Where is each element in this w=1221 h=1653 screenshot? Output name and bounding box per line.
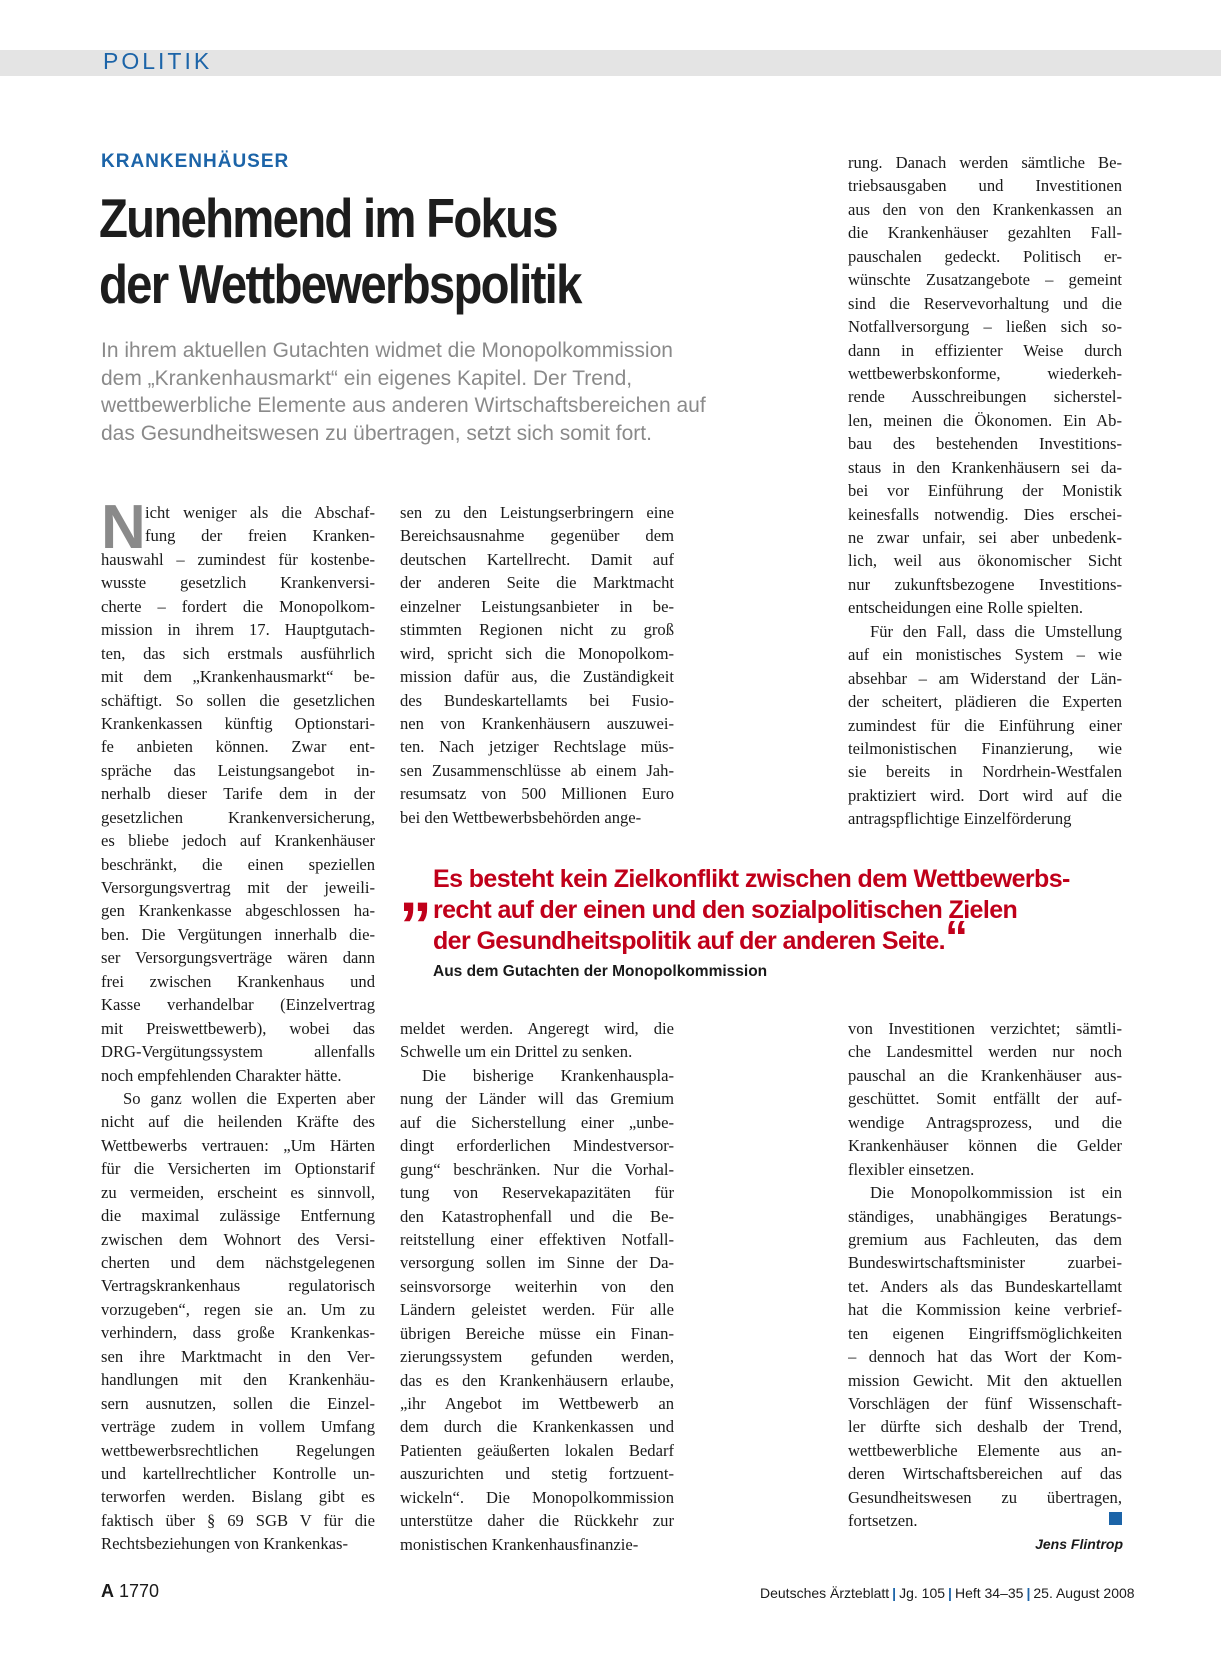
body-text-line: Krankenhäuser können die Gelder bbox=[848, 1136, 1122, 1156]
open-quote-mark: „ bbox=[399, 851, 432, 925]
body-column-2-bottom bbox=[400, 1017, 674, 1556]
article-headline bbox=[99, 185, 701, 317]
body-text-line: übrigen Bereiche müsse ein Finan- bbox=[400, 1323, 674, 1343]
body-text-line: gesetzlichen Krankenversicherung, bbox=[101, 807, 375, 827]
body-column-3-bottom bbox=[848, 1017, 1122, 1533]
body-text-line: ler dürfte sich deshalb der Trend, bbox=[848, 1417, 1122, 1437]
page-number-value: 1770 bbox=[119, 1581, 160, 1601]
body-text-line: absehbar – am Widerstand der Län- bbox=[848, 668, 1122, 688]
body-column-1 bbox=[101, 493, 375, 1556]
body-text-line: tet. Anders als das Bundeskartellamt bbox=[848, 1276, 1122, 1296]
body-text-line: sind die Reservevorhaltung und die bbox=[848, 293, 1122, 313]
body-text-line: nerhalb dieser Tarife dem in der bbox=[101, 784, 375, 804]
body-text-line: tung von Reservekapazitäten für bbox=[400, 1183, 674, 1203]
body-text-line: spräche das Leistungsangebot in- bbox=[101, 760, 375, 780]
close-quote-mark: “ bbox=[945, 911, 968, 963]
body-text-line: stimmten Regionen nicht zu groß bbox=[400, 620, 674, 640]
body-text-line: sen zu den Leistungserbringern eine bbox=[400, 503, 674, 522]
body-text-line: fung der freien Kranken- bbox=[145, 526, 375, 546]
headline-line: Zunehmend im Fokus bbox=[99, 187, 557, 249]
body-text-line: zumindest für die Einführung einer bbox=[848, 715, 1122, 735]
body-text-line: auszurichten und stetig fortzuent- bbox=[400, 1464, 674, 1484]
body-text-line: aus den von den Krankenkassen an bbox=[848, 199, 1122, 219]
body-text-line: resumsatz von 500 Millionen Euro bbox=[400, 784, 674, 804]
body-text-line: bei den Wettbewerbsbehörden ange- bbox=[400, 807, 642, 827]
body-text-line: für die Versicherten im Optionstarif bbox=[101, 1159, 375, 1179]
body-text-line: Kasse verhandelbar (Einzelvertrag bbox=[101, 995, 375, 1015]
body-text-line: Versorgungsvertrag mit der jeweili- bbox=[101, 878, 375, 897]
lead-line: In ihrem aktuellen Gutachten widmet die Monopolkommission bbox=[101, 339, 673, 362]
headline-line: der Wettbewerbspolitik bbox=[99, 253, 581, 315]
body-text-line: len, meinen die Ökonomen. Ein Ab- bbox=[848, 410, 1122, 430]
lead-line: das Gesundheitswesen zu übertragen, setzt sich somit fort. bbox=[101, 421, 652, 445]
body-text-line: ser Versorgungsverträge wären dann bbox=[101, 948, 375, 968]
body-text-line: ständiges, unabhängiges Beratungs- bbox=[848, 1206, 1122, 1226]
body-text-line: Für den Fall, dass die Umstellung bbox=[870, 621, 1122, 641]
body-text-line: lich, weil aus ökonomischer Sicht bbox=[848, 551, 1122, 571]
body-text-line: wettbewerbliche Elemente aus an- bbox=[848, 1440, 1122, 1460]
body-text-line: handlungen mit den Krankenhäu- bbox=[101, 1370, 375, 1390]
body-text-line: Vorschlägen der fünf Wissenschaft- bbox=[848, 1394, 1122, 1413]
body-text-line: faktisch über § 69 SGB V für die bbox=[101, 1510, 375, 1530]
body-text-line: icht weniger als die Abschaf- bbox=[145, 503, 375, 522]
body-text-line: dem durch die Krankenkassen und bbox=[400, 1417, 674, 1437]
body-text-line: gung“ beschränken. Nur die Vorhal- bbox=[400, 1159, 674, 1179]
body-text-line: pauschalen gedeckt. Politisch er- bbox=[848, 246, 1122, 266]
body-text-line: wettbewerbsrechtlichen Regelungen bbox=[101, 1440, 375, 1460]
body-text-line: wusste gesetzlich Krankenversi- bbox=[101, 573, 375, 593]
pull-quote-line: Es besteht kein Zielkonflikt zwischen dem Wettbewerbs- bbox=[433, 865, 1070, 893]
body-text-line: geschüttet. Somit entfällt der auf- bbox=[848, 1089, 1122, 1109]
body-text-line: vorzugeben“, regen sie an. Um zu bbox=[101, 1299, 375, 1319]
body-text-line: mission Gewicht. Mit den aktuellen bbox=[848, 1370, 1122, 1390]
separator: | bbox=[1026, 1585, 1031, 1601]
body-text-line: mit dem „Krankenhausmarkt“ be- bbox=[101, 667, 375, 687]
body-text-line: einzelner Leistungsanbieter in be- bbox=[400, 596, 674, 616]
body-column-3-top bbox=[848, 151, 1122, 831]
body-text-line: pauschal an die Krankenhäuser aus- bbox=[848, 1065, 1122, 1085]
end-mark-square bbox=[1109, 1512, 1122, 1525]
body-text-line: keinesfalls notwendig. Dies erschei- bbox=[848, 504, 1122, 524]
body-text-line: terworfen werden. Bislang gibt es bbox=[101, 1487, 375, 1507]
article-kicker: KRANKENHÄUSER bbox=[101, 151, 290, 172]
body-text-line: schäftigt. So sollen die gesetzlichen bbox=[101, 690, 375, 710]
body-text-line: dingt erforderlichen Mindestversor- bbox=[400, 1136, 674, 1156]
body-text-line: hat die Kommission keine verbrief- bbox=[848, 1300, 1122, 1320]
body-text-line: verhindern, dass große Krankenkas- bbox=[101, 1323, 375, 1343]
body-text-line: ben. Die Vergütungen innerhalb die- bbox=[101, 924, 375, 944]
body-text-line: Die bisherige Krankenhauspla- bbox=[422, 1065, 674, 1085]
separator: | bbox=[948, 1585, 952, 1601]
body-text-line: Krankenkassen künftig Optionstari- bbox=[101, 713, 375, 733]
body-text-line: noch empfehlenden Charakter hätte. bbox=[101, 1065, 342, 1085]
body-text-line: seinsvorsorge weiterhin von den bbox=[400, 1276, 674, 1296]
body-text-line: Bundeswirtschaftsminister zuarbei- bbox=[848, 1253, 1122, 1273]
drop-cap: N bbox=[101, 493, 146, 562]
body-text-line: sen Zusammenschlüsse ab einem Jah- bbox=[400, 760, 674, 780]
page-number bbox=[101, 1581, 159, 1602]
body-text-line: ne zwar unfair, sei aber unbedenk- bbox=[848, 528, 1122, 547]
body-text-line: „ihr Angebot im Wettbewerb an bbox=[400, 1394, 674, 1413]
body-text-line: Vertragskrankenhaus regulatorisch bbox=[101, 1276, 375, 1296]
body-text-line: sie bereits in Nordrhein-Westfalen bbox=[848, 762, 1122, 782]
body-text-line: gen Krankenkasse abgeschlossen ha- bbox=[101, 901, 375, 921]
section-label: POLITIK bbox=[103, 48, 213, 74]
body-text-line: Wettbewerbs vertrauen: „Um Härten bbox=[101, 1135, 375, 1155]
body-text-line: gremium aus Fachleuten, das dem bbox=[848, 1229, 1122, 1249]
body-text-line: frei zwischen Krankenhaus und bbox=[101, 971, 375, 991]
body-text-line: es bliebe jedoch auf Krankenhäuser bbox=[101, 831, 375, 851]
article-lead bbox=[101, 337, 791, 447]
body-text-line: flexibler einsetzen. bbox=[848, 1159, 975, 1179]
body-text-line: mission in ihrem 17. Hauptgutach- bbox=[101, 620, 375, 640]
pull-quote-source: Aus dem Gutachten der Monopolkommission bbox=[433, 963, 768, 980]
body-text-line: versorgung sollen im Sinne der Da- bbox=[400, 1253, 674, 1273]
body-text-line: Die Monopolkommission ist ein bbox=[870, 1183, 1122, 1203]
body-text-line: die Krankenhäuser gezahlten Fall- bbox=[848, 223, 1122, 243]
body-text-line: So ganz wollen die Experten aber bbox=[123, 1088, 375, 1108]
pull-quote bbox=[433, 864, 1133, 963]
body-text-line: cherte – fordert die Monopolkom- bbox=[101, 596, 375, 616]
body-text-line: sern ausnutzen, sollen die Einzel- bbox=[101, 1393, 375, 1413]
body-text-line: ten, das sich erstmals ausführlich bbox=[101, 643, 375, 663]
separator: | bbox=[892, 1585, 897, 1601]
body-text-line: staus in den Krankenhäusern sei da- bbox=[848, 457, 1122, 477]
body-text-line: auf die Sicherstellung einer „unbe- bbox=[400, 1112, 674, 1132]
body-text-line: nur zukunftsbezogene Investitions- bbox=[848, 574, 1122, 594]
body-text-line: antragspflichtige Einzelförderung bbox=[848, 809, 1072, 829]
body-text-line: dann in effizienter Weise durch bbox=[848, 340, 1122, 360]
body-text-line: DRG-Vergütungssystem allenfalls bbox=[101, 1042, 375, 1062]
body-text-line: rende Ausschreibungen sicherstel- bbox=[848, 387, 1122, 407]
body-text-line: der scheitert, plädieren die Experten bbox=[848, 692, 1122, 712]
body-text-line: entscheidungen eine Rolle spielten. bbox=[848, 598, 1084, 618]
body-text-line: die maximal zulässige Entfernung bbox=[101, 1206, 375, 1226]
body-text-line: – dennoch hat das Wort der Kom- bbox=[848, 1347, 1122, 1367]
body-text-line: cherten und dem nächstgelegenen bbox=[101, 1253, 375, 1272]
body-text-line: zwischen dem Wohnort des Versi- bbox=[101, 1229, 375, 1249]
body-text-line: des Bundeskartellamts bei Fusio- bbox=[400, 690, 674, 710]
body-text-line: nung der Länder will das Gremium bbox=[400, 1089, 674, 1109]
body-text-line: das es den Krankenhäusern erlaube, bbox=[400, 1370, 674, 1390]
journal-name: Deutsches Ärzteblatt bbox=[760, 1585, 890, 1601]
body-text-line: wickeln“. Die Monopolkommission bbox=[400, 1487, 674, 1507]
body-text-line: Patienten geäußerten lokalen Bedarf bbox=[400, 1440, 674, 1460]
body-text-line: bei vor Einführung der Monistik bbox=[848, 481, 1122, 501]
body-text-line: der anderen Seite die Marktmacht bbox=[400, 573, 674, 593]
body-text-line: rung. Danach werden sämtliche Be- bbox=[848, 153, 1122, 172]
body-text-line: auf ein monistisches System – wie bbox=[848, 645, 1122, 665]
body-text-line: triebsausgaben und Investitionen bbox=[848, 176, 1122, 196]
lead-line: wettbewerbliche Elemente aus anderen Wirtschaftsbereichen auf bbox=[101, 394, 706, 417]
body-text-line: Notfallversorgung – ließen sich so- bbox=[848, 317, 1122, 337]
lead-line: dem „Krankenhausmarkt“ ein eigenes Kapitel. Der Trend, bbox=[101, 366, 633, 390]
publication-info bbox=[760, 1585, 1135, 1601]
body-text-line: unterstütze daher die Rückkehr zur bbox=[400, 1511, 674, 1531]
body-text-line: ten eigenen Eingriffsmöglichkeiten bbox=[848, 1323, 1122, 1343]
body-text-line: wünschte Zusatzangebote – gemeint bbox=[848, 270, 1122, 290]
volume: Jg. 105 bbox=[899, 1585, 946, 1601]
issue: Heft 34–35 bbox=[954, 1585, 1024, 1601]
body-text-line: monistischen Krankenhausfinanzie- bbox=[400, 1534, 639, 1554]
issue-date: 25. August 2008 bbox=[1033, 1585, 1135, 1601]
body-text-line: bau des bestehenden Investitions- bbox=[848, 434, 1122, 454]
body-text-line: Rechtsbeziehungen von Krankenkas- bbox=[101, 1534, 348, 1554]
body-text-line: nen von Krankenhäusern auszuwei- bbox=[400, 713, 674, 733]
body-text-line: ten. Nach jetziger Rechtslage müs- bbox=[400, 737, 674, 757]
body-text-line: reitstellung einer effektiven Notfall- bbox=[400, 1229, 674, 1249]
body-text-line: den Katastrophenfall und die Be- bbox=[400, 1206, 674, 1226]
body-text-line: teilmonistischen Finanzierung, wie bbox=[848, 738, 1122, 758]
body-text-line: Schwelle um ein Drittel zu senken. bbox=[400, 1042, 633, 1062]
body-column-2-top bbox=[400, 501, 674, 829]
body-text-line: wettbewerbskonforme, wiederkeh- bbox=[848, 363, 1122, 383]
body-text-line: verträge zudem in vollem Umfang bbox=[101, 1417, 375, 1437]
pull-quote-line: recht auf der einen und den sozialpolitischen Zielen bbox=[433, 896, 1018, 924]
pull-quote-line: der Gesundheitspolitik auf der anderen Seite. bbox=[433, 927, 946, 955]
body-text-line: nicht auf die heilenden Kräfte des bbox=[101, 1112, 375, 1132]
body-text-line: und kartellrechtlicher Kontrolle un- bbox=[101, 1463, 375, 1483]
body-text-line: Ländern geleistet werden. Für alle bbox=[400, 1300, 674, 1320]
body-text-line: sen ihre Marktmacht in den Ver- bbox=[101, 1346, 375, 1366]
body-text-line: wird, spricht sich die Monopolkom- bbox=[400, 643, 674, 663]
body-text-line: fe anbieten können. Zwar ent- bbox=[101, 737, 375, 757]
body-text-line: wendige Antragsprozess, und die bbox=[848, 1112, 1122, 1132]
body-text-line: fortsetzen. bbox=[848, 1511, 918, 1531]
body-text-line: praktiziert wird. Dort wird auf die bbox=[848, 785, 1122, 805]
body-text-line: mission dafür aus, die Zuständigkeit bbox=[400, 667, 674, 687]
body-text-line: Bereichsausnahme gegenüber dem bbox=[400, 526, 674, 546]
body-text-line: mit Preiswettbewerb), wobei das bbox=[101, 1018, 375, 1038]
body-text-line: von Investitionen verzichtet; sämtli- bbox=[848, 1019, 1122, 1038]
body-text-line: zu vermeiden, erscheint es sinnvoll, bbox=[101, 1182, 375, 1202]
body-text-line: beschränkt, die einen speziellen bbox=[101, 854, 375, 874]
body-text-line: deren Wirtschaftsbereichen auf das bbox=[848, 1464, 1122, 1484]
body-text-line: deutschen Kartellrecht. Damit auf bbox=[400, 549, 674, 569]
author-name: Jens Flintrop bbox=[1035, 1536, 1123, 1552]
body-text-line: Gesundheitswesen zu übertragen, bbox=[848, 1487, 1122, 1507]
body-text-line: che Landesmittel werden nur noch bbox=[848, 1042, 1122, 1062]
body-text-line: hauswahl – zumindest für kostenbe- bbox=[101, 549, 375, 569]
body-text-line: zierungssystem gefunden werden, bbox=[400, 1347, 674, 1367]
page-prefix: A bbox=[101, 1581, 114, 1601]
body-text-line: meldet werden. Angeregt wird, die bbox=[400, 1019, 674, 1038]
